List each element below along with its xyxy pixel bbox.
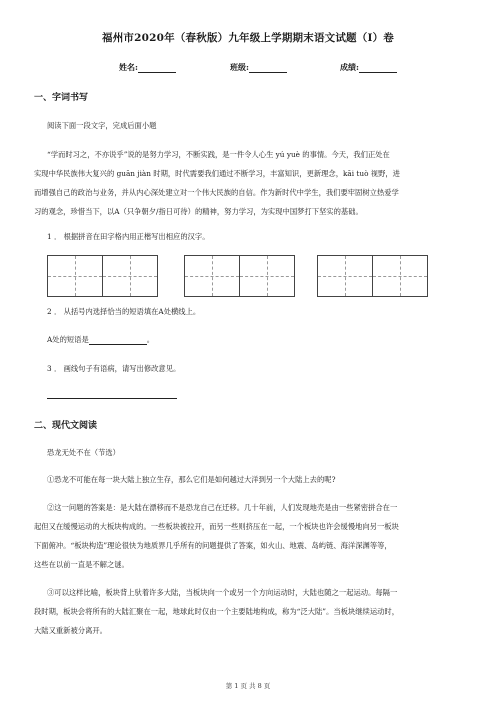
name-field[interactable] [119,62,176,73]
score-blank[interactable] [359,64,397,73]
question-2-answer [47,335,154,345]
section1-heading: 一、字词书写 [34,93,89,103]
answer-blank[interactable] [89,337,147,345]
section2-heading: 二、现代文阅读 [34,421,98,431]
article-paragraph: ①恐龙不可能在每一块大陆上独立生存，那么它们是如何越过大洋到另一个大陆上去的呢? [47,475,336,484]
answer-label: A处的短语是 [47,335,89,344]
tianzige-cell[interactable] [317,255,373,297]
tianzige-cell[interactable] [47,255,103,297]
article-paragraph: 下面俯冲。“板块构造”理论很快为地质界几乎所有的问题提供了答案，如火山、地震、岛屿链、海洋深渊等等， [34,541,392,550]
class-field[interactable] [230,62,287,73]
question-1: 1 ． 根据拼音在田字格内用正楷写出相应的汉字。 [47,232,210,241]
score-field[interactable] [340,62,397,73]
article-paragraph: ②这一问题的答案是：是大陆在漂移而不是恐龙自己在迁移。几十年前，人们发现地壳是由一些紧密拼合在一 [47,503,398,512]
article-subtitle: 恐龙无处不在（节选） [47,448,120,457]
article-paragraph: 起但又在缓慢运动的大板块构成的。一些板块被拉开，而另一些则挤压在一起，一个板块也许会缓慢地向另一板块 [34,522,399,531]
class-blank[interactable] [249,64,287,73]
tianzige-cell[interactable] [102,255,158,297]
article-paragraph: ③可以这样比喻，板块背上驮着许多大陆，当板块向一个或另一个方向运动时，大陆也随之一起运动。每隔一 [47,588,398,597]
answer-end: 。 [146,335,155,344]
tianzige-grid [47,255,470,297]
name-label: 姓名: [119,62,138,72]
passage-line: 实现中华民族伟大复兴的 guān jiàn 时期，时代需要我们通过不断学习，丰富知识，更新理念，kāi tuò 视野，进 [34,169,400,178]
score-label: 成绩: [340,62,359,72]
article-paragraph: 段时期，板块会将所有的大陆汇聚在一起，地球此时仅由一个主要陆地构成，称为“泛大陆”。当板块继续运动时， [34,607,400,616]
answer-line[interactable] [47,398,177,399]
passage-line: “学而时习之，不亦说乎”说的是努力学习，不断实践，是一件令人心生 yú yuè 的事情。今天，我们正处在 [47,150,390,159]
tianzige-cell[interactable] [239,255,295,297]
passage-line: 而增强自己的政治与业务，并从内心深处建立对一个伟大民族的自信。作为新时代中学生，我们要牢固树立热爱学 [34,188,399,197]
page-title: 福州市2020年（春秋版）九年级上学期期末语文试题（I）卷 [102,32,394,44]
tianzige-cell[interactable] [372,255,428,297]
page-footer: 第 1 页 共 8 页 [225,682,271,690]
article-paragraph: 这些在以前一直是不解之谜。 [34,560,129,569]
question-3: 3 ． 画线句子有语病，请写出修改意见。 [47,364,181,373]
class-label: 班级: [230,62,249,72]
tianzige-cell[interactable] [184,255,240,297]
passage-line: 习的观念，珍惜当下，以A（只争朝夕/指日可待）的精神，努力学习，为实现中国梦打下坚实的基础。 [34,207,363,216]
article-paragraph: 大陆又重新被分离开。 [34,626,107,635]
question-2: 2 ． 从括号内选择恰当的短语填在A处横线上。 [47,307,201,316]
name-blank[interactable] [138,64,176,73]
instruction-text: 阅读下面一段文字，完成后面小题 [47,121,157,130]
